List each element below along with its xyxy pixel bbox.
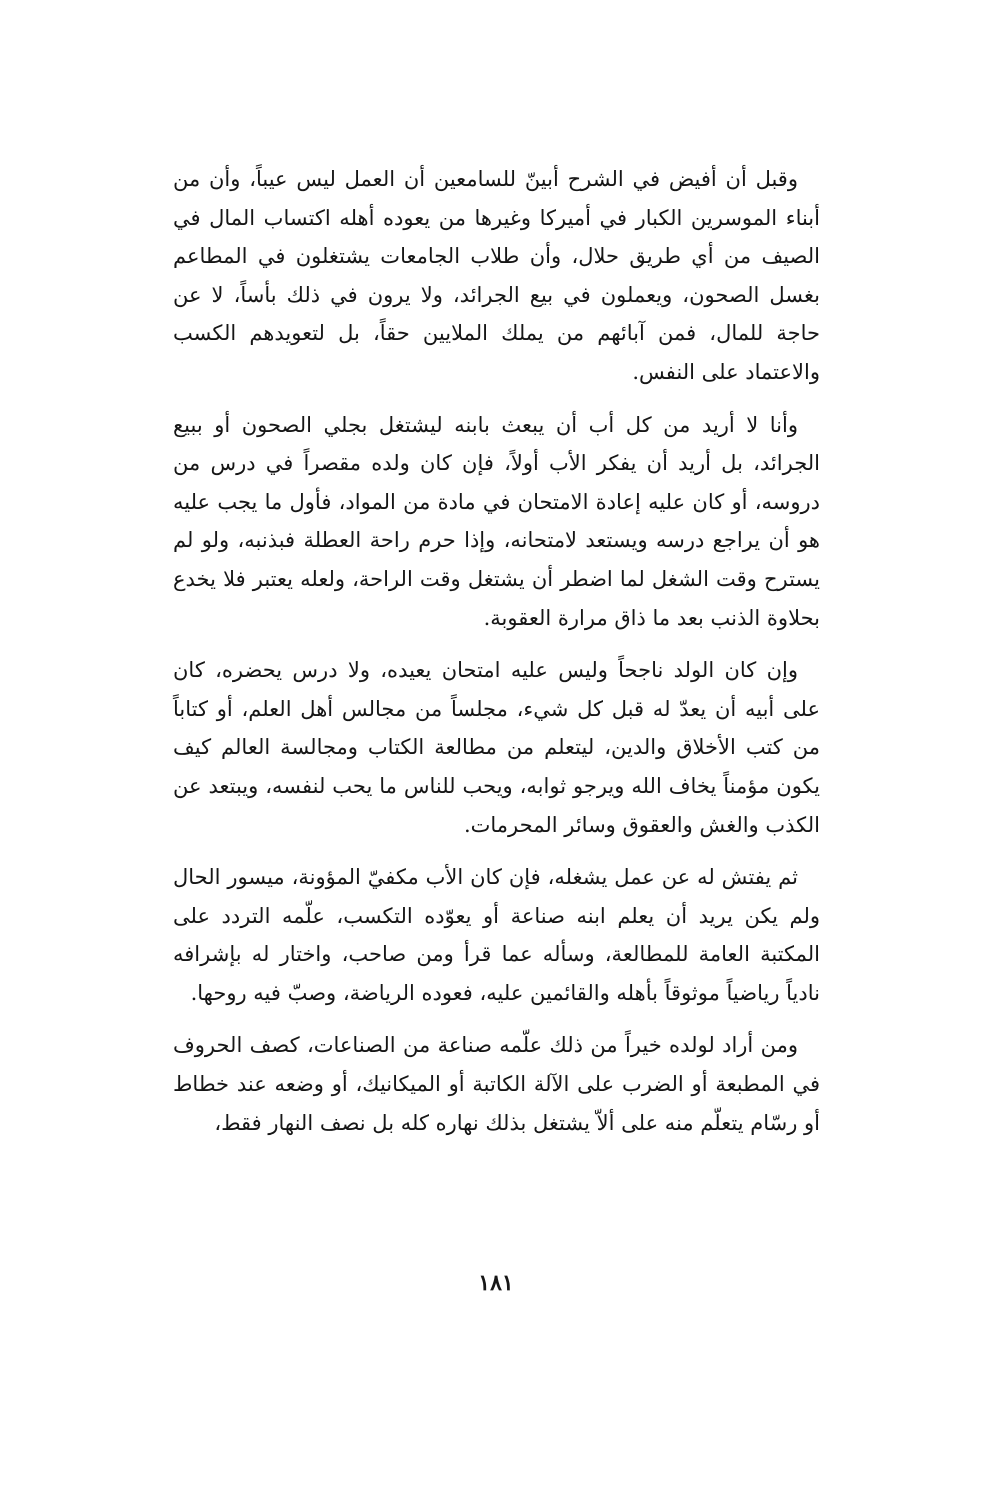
paragraph: وإن كان الولد ناجحاً وليس عليه امتحان يعيده، ولا درس يحضره، كان على أبيه أن يعدّ له قبل كل شيء، مجلساً من مجالس أهل العلم، أو كتاباً من كتب الأخلاق والدين، ليتعلم من مطالعة الكتاب ومجالسة العالم كيف يكون مؤمناً يخاف الله ويرجو ثوابه، ويحب للناس ما يحب لنفسه، ويبتعد عن الكذب والغش والعقوق وسائر المحرمات. [173, 658, 820, 837]
paragraph: وأنا لا أريد من كل أب أن يبعث بابنه ليشتغل بجلي الصحون أو ببيع الجرائد، بل أريد أن يفكر الأب أولاً، فإن كان ولده مقصراً في درس من دروسه، أو كان عليه إعادة الامتحان في مادة من المواد، فأول ما يجب عليه هو أن يراجع درسه ويستعد لامتحانه، وإذا حرم راحة العطلة فبذنبه، ولو لم يسترح وقت الشغل لما اضطر أن يشتغل وقت الراحة، ولعله يعتبر فلا يخدع بحلاوة الذنب بعد ما ذاق مرارة العقوبة. [173, 412, 820, 630]
body-text [173, 160, 820, 1142]
paragraph: وقبل أن أفيض في الشرح أبينّ للسامعين أن العمل ليس عيباً، وأن من أبناء الموسرين الكبار في أميركا وغيرها من يعوده أهله اكتساب المال في الصيف من أي طريق حلال، وأن طلاب الجامعات يشتغلون في المطاعم بغسل الصحون، ويعملون في بيع الجرائد، ولا يرون في ذلك بأساً، لا عن حاجة للمال، فمن آبائهم من يملك الملايين حقاً، بل لتعويدهم الكسب والاعتماد على النفس. [173, 167, 820, 384]
paragraph: ثم يفتش له عن عمل يشغله، فإن كان الأب مكفيّ المؤونة، ميسور الحال ولم يكن يريد أن يعلم ابنه صناعة أو يعوّده التكسب، علّمه التردد على المكتبة العامة للمطالعة، وسأله عما قرأ ومن صاحب، واختار له بإشرافه نادياً رياضياً موثوقاً بأهله والقائمين عليه، فعوده الرياضة، وصبّ فيه روحها. [173, 865, 820, 1005]
paragraph: ومن أراد لولده خيراً من ذلك علّمه صناعة من الصناعات، كصف الحروف في المطبعة أو الضرب على الآلة الكاتبة أو الميكانيك، أو وضعه عند خطاط أو رسّام يتعلّم منه على ألاّ يشتغل بذلك نهاره كله بل نصف النهار فقط، [173, 1033, 820, 1135]
page-number: ١٨١ [478, 1270, 514, 1296]
